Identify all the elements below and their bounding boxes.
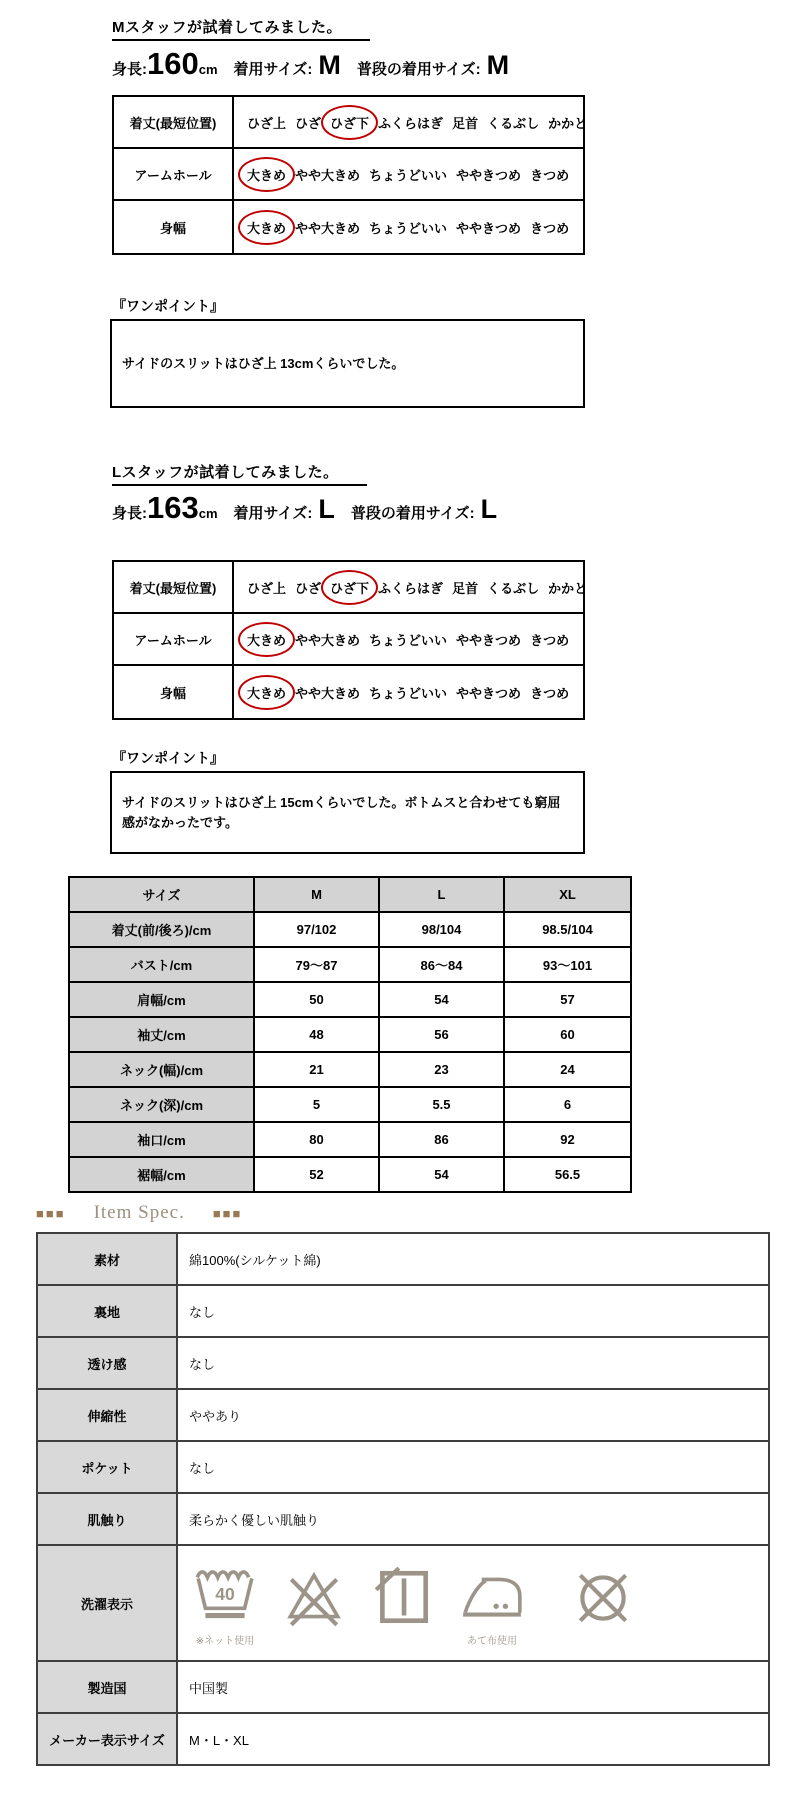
fit-option: やや大きめ — [295, 632, 361, 648]
fit-option: やや大きめ — [295, 220, 361, 236]
spec-label: メーカー表示サイズ — [37, 1713, 177, 1765]
l-height-unit: cm — [198, 506, 218, 521]
fit-row-label: アームホール — [114, 149, 234, 199]
size-cell: 23 — [379, 1052, 504, 1087]
size-cell: 56 — [379, 1017, 504, 1052]
spec-label: 素材 — [37, 1233, 177, 1285]
fit-row-label: 着丈(最短位置) — [114, 97, 234, 147]
fit-row-label: 着丈(最短位置) — [114, 562, 234, 612]
size-table — [68, 876, 632, 1193]
size-header-cell: M — [254, 877, 379, 912]
fit-options — [234, 149, 583, 199]
spec-value: 綿100%(シルケット綿) — [177, 1233, 769, 1285]
spec-value: M・L・XL — [177, 1713, 769, 1765]
fit-option: ふくらはぎ — [378, 580, 444, 596]
care-symbol-caption: あて布使用 — [467, 1636, 517, 1647]
fit-options — [234, 97, 587, 147]
l-usual-size-value: L — [480, 494, 498, 524]
svg-text:40: 40 — [215, 1584, 235, 1605]
size-table-row — [69, 912, 631, 947]
wash-tub-40-icon — [189, 1565, 261, 1647]
l-staff-heading: Lスタッフが試着してみました。 — [112, 461, 367, 486]
fit-option: くるぶし — [487, 580, 540, 596]
size-cell: 5 — [254, 1087, 379, 1122]
fit-option: 足首 — [452, 115, 479, 131]
size-table-row — [69, 982, 631, 1017]
fit-row-label: アームホール — [114, 614, 234, 664]
size-cell: 97/102 — [254, 912, 379, 947]
spec-label: ポケット — [37, 1441, 177, 1493]
m-height-unit: cm — [198, 62, 218, 77]
size-row-label: 裾幅/cm — [69, 1157, 254, 1192]
hang-dry-in-shade-icon — [367, 1565, 439, 1632]
fit-option-selected: 大きめ — [247, 683, 286, 702]
fit-row-armhole — [114, 149, 583, 201]
m-height-value: 160 — [147, 46, 199, 81]
size-table-row — [69, 947, 631, 982]
size-table-row — [69, 1017, 631, 1052]
spec-label: 伸縮性 — [37, 1389, 177, 1441]
fit-row-armhole — [114, 614, 583, 666]
fit-row-label: 身幅 — [114, 666, 234, 718]
item-spec-table — [36, 1232, 770, 1766]
spec-row-maker-size — [37, 1713, 769, 1765]
size-header-cell: XL — [504, 877, 631, 912]
m-height-label: 身長: — [112, 61, 147, 78]
fit-option: きつめ — [530, 685, 570, 701]
l-wear-size-label: 着用サイズ: — [233, 505, 313, 522]
spec-value: なし — [177, 1337, 769, 1389]
fit-row-length — [114, 562, 588, 614]
l-staff-stats — [112, 492, 497, 523]
fit-option: ふくらはぎ — [378, 115, 444, 131]
size-cell: 57 — [504, 982, 631, 1017]
size-cell: 79〜87 — [254, 947, 379, 982]
size-table-row — [69, 1052, 631, 1087]
do-not-dry-clean-icon — [567, 1565, 639, 1632]
fit-options — [234, 666, 583, 718]
size-table-row — [69, 1122, 631, 1157]
size-cell: 98/104 — [379, 912, 504, 947]
spec-row-pocket — [37, 1441, 769, 1493]
fit-option: ちょうどいい — [369, 167, 448, 183]
l-height-label: 身長: — [112, 505, 147, 522]
brown-squares-icon: ■■■ — [212, 1205, 243, 1221]
fit-options — [234, 201, 583, 253]
l-onepoint-box — [110, 773, 585, 854]
spec-row-lining — [37, 1285, 769, 1337]
size-table-row — [69, 1157, 631, 1192]
size-header-cell: L — [379, 877, 504, 912]
m-wear-size-label: 着用サイズ: — [233, 61, 313, 78]
fit-option: きつめ — [530, 220, 570, 236]
size-table-header-row — [69, 877, 631, 912]
m-onepoint-title: 『ワンポイント』 — [110, 296, 585, 321]
size-cell: 6 — [504, 1087, 631, 1122]
size-cell: 86 — [379, 1122, 504, 1157]
spec-value: ややあり — [177, 1389, 769, 1441]
m-staff-heading: Mスタッフが試着してみました。 — [112, 16, 370, 41]
brown-squares-icon: ■■■ — [36, 1205, 66, 1221]
size-cell: 48 — [254, 1017, 379, 1052]
spec-row-stretch — [37, 1389, 769, 1441]
fit-row-width — [114, 201, 583, 253]
iron-icon — [456, 1565, 528, 1647]
size-cell: 54 — [379, 982, 504, 1017]
fit-option: ちょうどいい — [369, 220, 448, 236]
l-fit-table — [112, 560, 588, 720]
fit-row-length — [114, 97, 588, 149]
l-height-value: 163 — [147, 490, 199, 525]
size-cell: 98.5/104 — [504, 912, 631, 947]
fit-option: ひざ上 — [247, 580, 287, 596]
size-row-label: 袖口/cm — [69, 1122, 254, 1157]
care-symbols — [189, 1559, 768, 1647]
care-symbol-caption: ※ネット使用 — [195, 1636, 255, 1647]
fit-option: やや大きめ — [295, 685, 361, 701]
size-row-label: 肩幅/cm — [69, 982, 254, 1017]
size-table-row — [69, 1087, 631, 1122]
fit-option: ちょうどいい — [369, 685, 448, 701]
fit-option: きつめ — [530, 167, 570, 183]
spec-value: なし — [177, 1441, 769, 1493]
spec-label: 洗濯表示 — [37, 1545, 177, 1661]
l-wear-size-value: L — [318, 494, 335, 524]
l-usual-size-label: 普段の着用サイズ: — [350, 505, 475, 522]
fit-option: ややきつめ — [456, 685, 522, 701]
fit-options — [234, 562, 587, 612]
size-cell: 86〜84 — [379, 947, 504, 982]
size-cell: 52 — [254, 1157, 379, 1192]
m-usual-size-value: M — [486, 50, 510, 80]
spec-value: 柔らかく優しい肌触り — [177, 1493, 769, 1545]
fit-option: ちょうどいい — [369, 632, 448, 648]
care-symbols-cell — [177, 1545, 769, 1661]
m-onepoint-text: サイドのスリットはひざ上 13cmくらいでした。 — [122, 355, 405, 371]
fit-option-selected: 大きめ — [247, 218, 286, 237]
fit-option: くるぶし — [487, 115, 540, 131]
spec-label: 肌触り — [37, 1493, 177, 1545]
fit-option: ひざ — [295, 115, 322, 131]
spec-value: なし — [177, 1285, 769, 1337]
m-staff-stats — [112, 48, 509, 79]
spec-label: 製造国 — [37, 1661, 177, 1713]
fit-option: ややきつめ — [456, 167, 522, 183]
size-row-label: 着丈(前/後ろ)/cm — [69, 912, 254, 947]
size-cell: 50 — [254, 982, 379, 1017]
fit-options — [234, 614, 583, 664]
size-cell: 60 — [504, 1017, 631, 1052]
spec-value: 中国製 — [177, 1661, 769, 1713]
fit-option-selected: 大きめ — [247, 630, 286, 649]
size-row-label: バスト/cm — [69, 947, 254, 982]
size-row-label: ネック(幅)/cm — [69, 1052, 254, 1087]
m-onepoint-box — [110, 321, 585, 408]
l-onepoint-text: サイドのスリットはひざ上 15cmくらいでした。ボトムスと合わせても窮屈感がなかったです。 — [122, 795, 561, 830]
size-cell: 24 — [504, 1052, 631, 1087]
fit-option: ややきつめ — [456, 220, 522, 236]
fit-option: かかと — [548, 115, 588, 131]
size-cell: 80 — [254, 1122, 379, 1157]
item-spec-header — [36, 1202, 242, 1224]
fit-row-label: 身幅 — [114, 201, 234, 253]
size-cell: 93〜101 — [504, 947, 631, 982]
fit-option: きつめ — [530, 632, 570, 648]
m-usual-size-label: 普段の着用サイズ: — [356, 61, 481, 78]
fit-option: ひざ — [295, 580, 322, 596]
size-cell: 92 — [504, 1122, 631, 1157]
fit-option-selected: 大きめ — [247, 165, 286, 184]
fit-option: 足首 — [452, 580, 479, 596]
size-cell: 5.5 — [379, 1087, 504, 1122]
fit-row-width — [114, 666, 583, 718]
size-cell: 21 — [254, 1052, 379, 1087]
fit-option: ややきつめ — [456, 632, 522, 648]
size-cell: 54 — [379, 1157, 504, 1192]
size-row-label: 袖丈/cm — [69, 1017, 254, 1052]
size-row-label: ネック(深)/cm — [69, 1087, 254, 1122]
fit-option-selected: ひざ下 — [330, 578, 369, 597]
spec-label: 透け感 — [37, 1337, 177, 1389]
item-spec-title: Item Spec. — [93, 1202, 185, 1223]
fit-option: ひざ上 — [247, 115, 287, 131]
spec-row-texture — [37, 1493, 769, 1545]
m-wear-size-value: M — [318, 50, 341, 80]
do-not-bleach-icon — [278, 1565, 350, 1632]
size-header-cell: サイズ — [69, 877, 254, 912]
fit-option: かかと — [548, 580, 588, 596]
spec-row-sheerness — [37, 1337, 769, 1389]
l-onepoint-title: 『ワンポイント』 — [110, 748, 585, 773]
spec-label: 裏地 — [37, 1285, 177, 1337]
fit-option-selected: ひざ下 — [330, 113, 369, 132]
spec-row-material — [37, 1233, 769, 1285]
size-cell: 56.5 — [504, 1157, 631, 1192]
m-fit-table — [112, 95, 588, 255]
spec-row-country — [37, 1661, 769, 1713]
spec-row-care-symbols — [37, 1545, 769, 1661]
fit-option: やや大きめ — [295, 167, 361, 183]
